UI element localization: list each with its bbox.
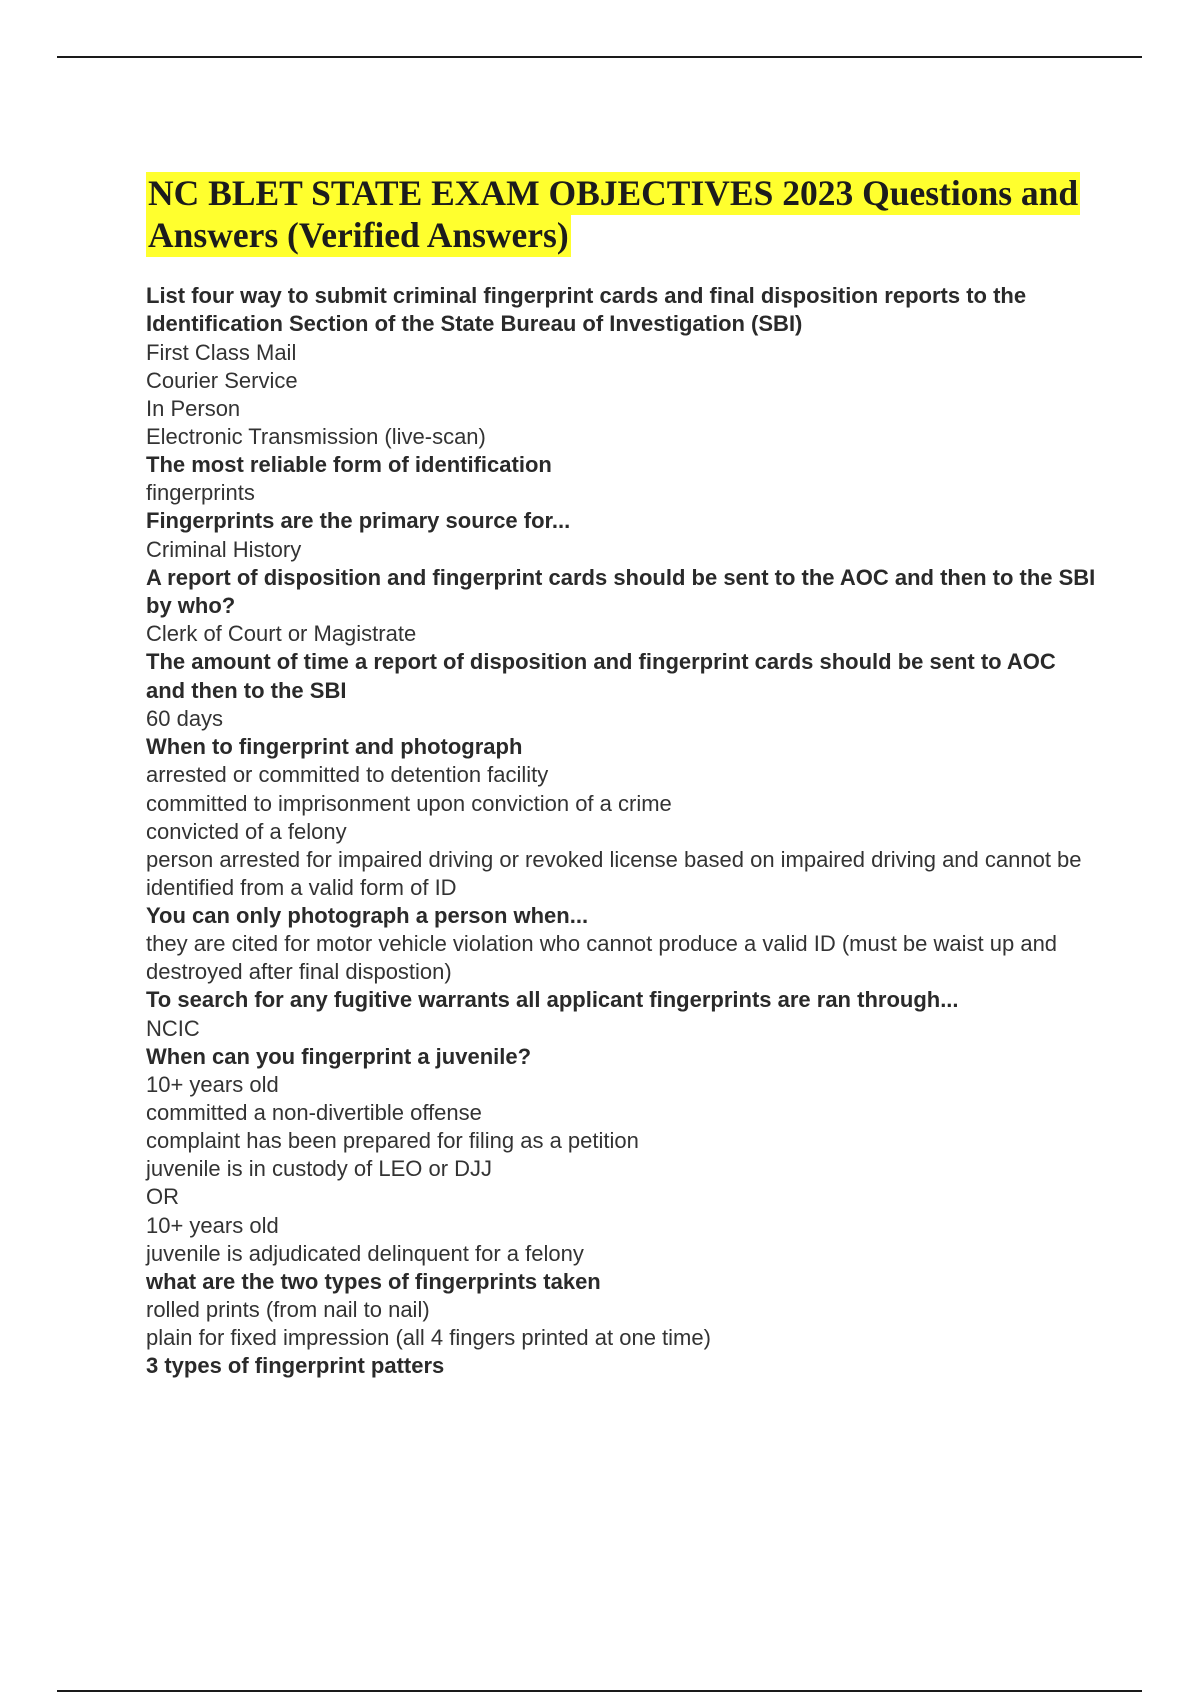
qa-item xyxy=(146,733,1096,902)
top-rule xyxy=(57,56,1142,58)
question-text: what are the two types of fingerprints taken xyxy=(146,1268,601,1294)
question-text: Fingerprints are the primary source for... xyxy=(146,508,571,534)
question-text: 3 types of fingerprint patters xyxy=(146,1353,445,1379)
qa-item xyxy=(146,282,1096,451)
question-text: The amount of time a report of disposition and fingerprint cards should be sent to AOC and then to the SBI xyxy=(146,649,1056,703)
answer-line: convicted of a felony xyxy=(146,818,347,844)
answer-line: 10+ years old xyxy=(146,1212,279,1238)
qa-item xyxy=(146,1043,1096,1268)
qa-item xyxy=(146,451,1096,507)
document-title xyxy=(146,172,1096,256)
answer-line: plain for fixed impression (all 4 fingers printed at one time) xyxy=(146,1325,711,1351)
answer-line: 60 days xyxy=(146,706,224,732)
answer-line: 10+ years old xyxy=(146,1072,279,1098)
answer-line: NCIC xyxy=(146,1015,200,1041)
question-text: The most reliable form of identification xyxy=(146,451,552,477)
answer-line: person arrested for impaired driving or revoked license based on impaired driving and cannot be identified from a valid form of ID xyxy=(146,846,1082,900)
question-text: A report of disposition and fingerprint cards should be sent to the AOC and then to the SBI by who? xyxy=(146,564,1096,619)
answer-line: committed a non-divertible offense xyxy=(146,1100,482,1126)
answer-line: fingerprints xyxy=(146,480,255,506)
qa-item xyxy=(146,1268,1096,1352)
answer-line: complaint has been prepared for filing as a petition xyxy=(146,1128,639,1154)
answer-line: Clerk of Court or Magistrate xyxy=(146,621,417,647)
answer-line: rolled prints (from nail to nail) xyxy=(146,1297,430,1323)
document-title-highlight: NC BLET STATE EXAM OBJECTIVES 2023 Questions and Answers (Verified Answers) xyxy=(148,173,1079,255)
answer-line: arrested or committed to detention facility xyxy=(146,762,549,788)
document-page xyxy=(146,172,1096,1381)
question-text: List four way to submit criminal fingerprint cards and final disposition reports to the Identification Section of the State Bureau of Investigation (SBI) xyxy=(146,283,1027,337)
qa-item xyxy=(146,507,1096,563)
qa-item xyxy=(146,986,1096,1042)
qa-item xyxy=(146,648,1096,733)
answer-line: First Class Mail xyxy=(146,339,297,365)
qa-list xyxy=(146,282,1096,1381)
answer-line: committed to imprisonment upon conviction of a crime xyxy=(146,790,672,816)
qa-item xyxy=(146,902,1096,986)
answer-line: Criminal History xyxy=(146,536,302,562)
answer-line: they are cited for motor vehicle violation who cannot produce a valid ID (must be waist up and destroyed after final dispostion) xyxy=(146,931,1058,985)
question-text: When can you fingerprint a juvenile? xyxy=(146,1043,532,1069)
answer-line: In Person xyxy=(146,395,241,421)
answer-line: Courier Service xyxy=(146,367,298,393)
qa-item xyxy=(146,564,1096,649)
bottom-rule xyxy=(57,1690,1142,1692)
answer-line: Electronic Transmission (live-scan) xyxy=(146,423,486,449)
answer-line: OR xyxy=(146,1184,179,1210)
question-text: When to fingerprint and photograph xyxy=(146,734,523,760)
question-text: You can only photograph a person when... xyxy=(146,902,589,928)
answer-line: juvenile is in custody of LEO or DJJ xyxy=(146,1156,493,1182)
qa-item xyxy=(146,1352,1096,1380)
question-text: To search for any fugitive warrants all applicant fingerprints are ran through... xyxy=(146,987,959,1013)
answer-line: juvenile is adjudicated delinquent for a felony xyxy=(146,1240,584,1266)
